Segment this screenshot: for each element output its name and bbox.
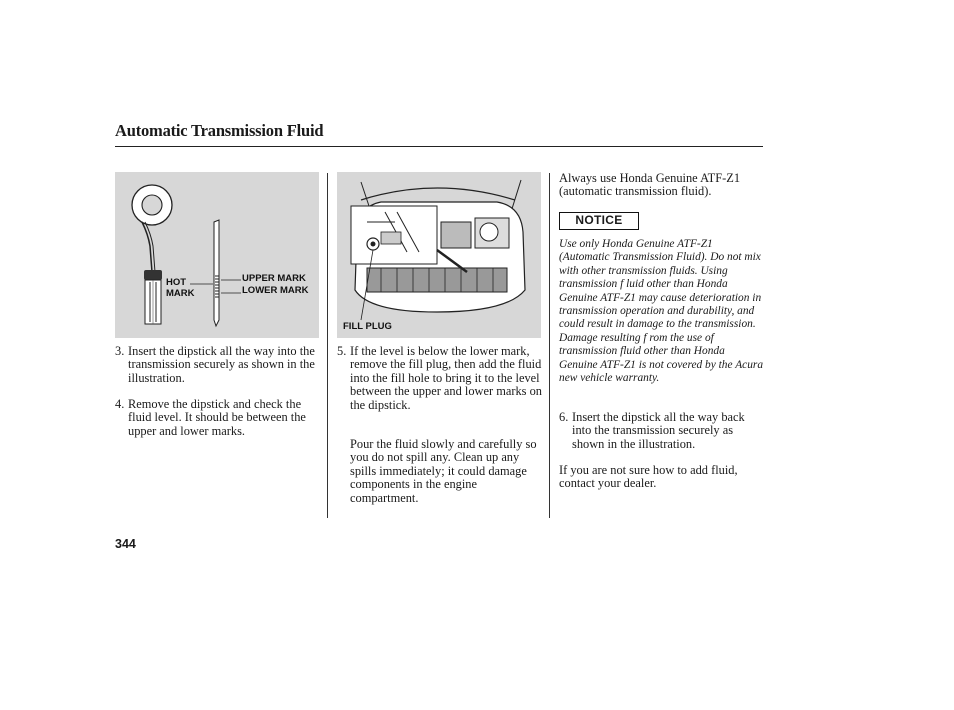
- dipstick-drawing: [115, 172, 319, 338]
- step-6-number: 6.: [559, 410, 569, 424]
- pour-instructions: Pour the fluid slowly and carefully so you do not spill any. Clean up any spills immediately; it could damage components in the engine compartment.: [350, 437, 537, 505]
- notice-text-part1: Use only Honda Genuine ATF-Z1 (Automatic Transmission Fluid). Do not mix with other transmission fluids. Using transmission f luid other than Honda Genuine ATF-Z1 may cause deterioration in transmission operation and durability, and could result in damage to the transmission.: [559, 238, 762, 331]
- page-number: 344: [115, 537, 136, 551]
- step-4-number: 4.: [115, 397, 125, 411]
- step-3-number: 3.: [115, 344, 125, 358]
- step-4-text: Remove the dipstick and check the fluid level. It should be between the upper and lower marks.: [128, 397, 306, 438]
- notice-text: [559, 238, 765, 385]
- step-5-text: If the level is below the lower mark, remove the fill plug, then add the fluid into the fill hole to bring it to the level between the upper and lower marks on the dipstick.: [350, 344, 542, 412]
- dealer-text: If you are not sure how to add fluid, contact your dealer.: [559, 463, 738, 491]
- fill-plug-label: FILL PLUG: [343, 321, 392, 332]
- page-title: Automatic Transmission Fluid: [115, 121, 324, 140]
- hot-mark-label: HOT MARK: [166, 277, 195, 299]
- step-3: [115, 345, 321, 385]
- engine-drawing: [337, 172, 541, 338]
- notice-badge: NOTICE: [559, 212, 639, 230]
- step-5: [337, 345, 543, 412]
- notice-text-part2: Damage resulting f rom the use of transmission fluid other than Honda Genuine ATF-Z1 is not covered by the Acura new vehicle warranty.: [559, 331, 764, 385]
- column-divider-1: [327, 173, 328, 518]
- step-3-text: Insert the dipstick all the way into the transmission securely as shown in the illustration.: [128, 344, 315, 385]
- lower-mark-label: LOWER MARK: [242, 285, 309, 296]
- upper-mark-label: UPPER MARK: [242, 273, 306, 284]
- dipstick-illustration: [115, 172, 319, 338]
- step-4: [115, 398, 315, 438]
- engine-compartment-illustration: [337, 172, 541, 338]
- step-6-text: Insert the dipstick all the way back into the transmission securely as shown in the illustration.: [572, 410, 745, 451]
- step-6: [559, 411, 765, 451]
- title-rule: [115, 146, 763, 147]
- always-use-text: Always use Honda Genuine ATF-Z1 (automatic transmission fluid).: [559, 171, 741, 199]
- step-5-number: 5.: [337, 344, 347, 358]
- column-divider-2: [549, 173, 550, 518]
